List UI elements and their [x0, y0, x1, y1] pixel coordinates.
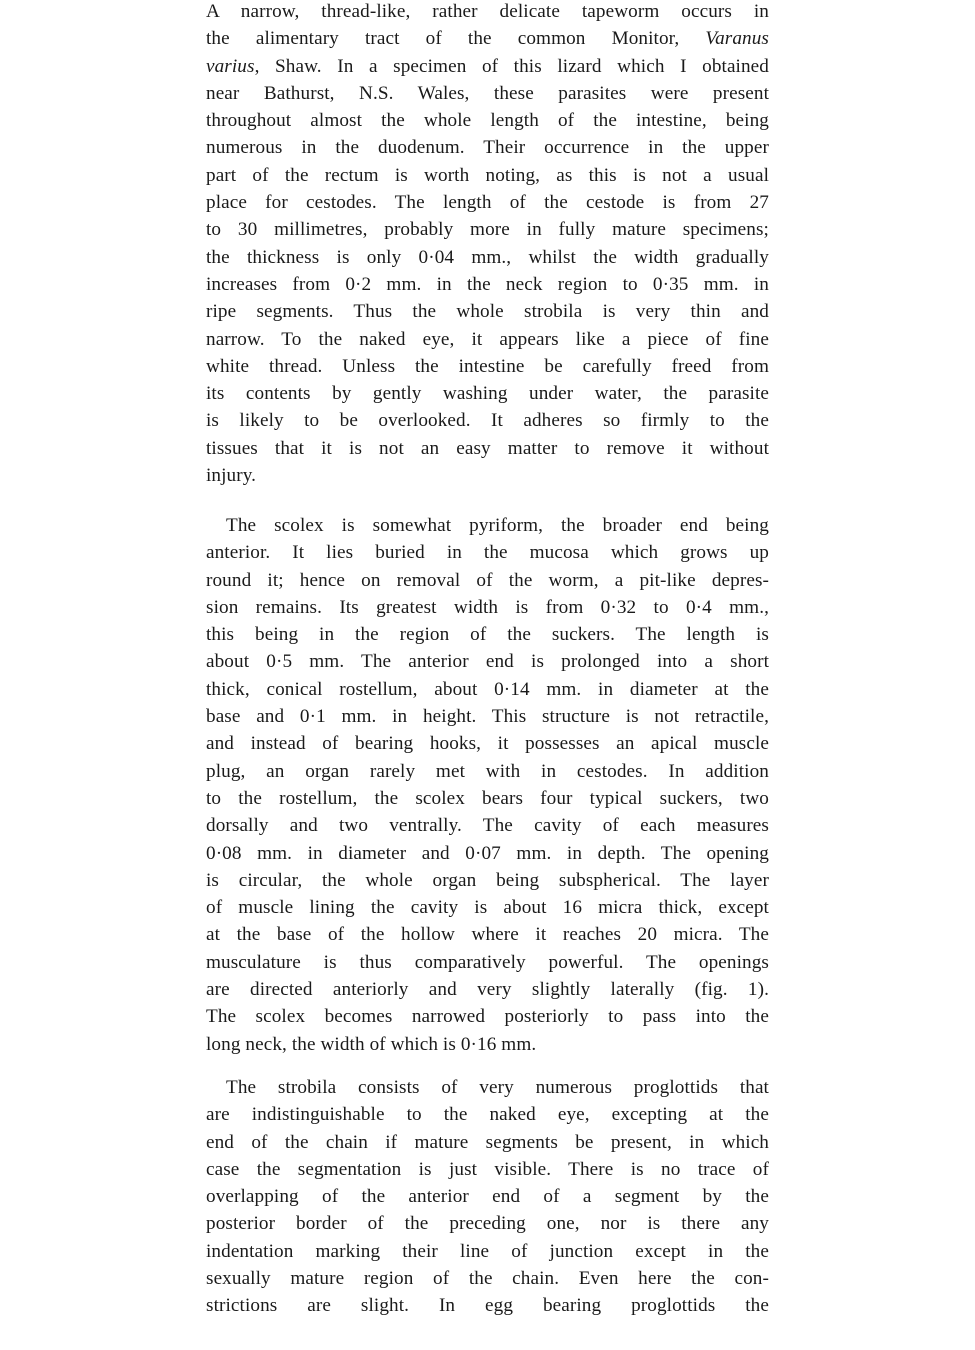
text-line: The strobila consists of very numerous proglottids that: [226, 1077, 769, 1098]
text-line: are indistinguishable to the naked eye, excepting at the: [206, 1104, 769, 1126]
paragraph-strobila: [206, 1074, 769, 1320]
text-line: numerous in the duodenum. Their occurrence in the upper: [206, 137, 769, 159]
text-line: posterior border of the preceding one, nor is there any: [206, 1213, 769, 1235]
text-line: The scolex becomes narrowed posteriorly to pass into the: [206, 1006, 769, 1028]
text-line-species-name: the alimentary tract of the common Monitor, Varanus: [206, 28, 769, 50]
text-line: of muscle lining the cavity is about 16 micra thick, except: [206, 897, 769, 919]
text-line: to the rostellum, the scolex bears four typical suckers, two: [206, 787, 769, 809]
text-line: base and 0·1 mm. in height. This structure is not retractile,: [206, 706, 769, 728]
text-line: sexually mature region of the chain. Even here the con-: [206, 1268, 769, 1290]
text-line: musculature is thus comparatively powerful. The openings: [206, 951, 769, 973]
text-line: its contents by gently washing under water, the parasite: [206, 383, 769, 405]
text-line: case the segmentation is just visible. There is no trace of: [206, 1158, 769, 1180]
text-line: this being in the region of the suckers. The length is: [206, 624, 769, 646]
paragraph-intro: [206, 0, 769, 489]
text-line: tissues that it is not an easy matter to remove it without: [206, 437, 769, 459]
text-line: are directed anteriorly and very slightly laterally (fig. 1).: [206, 979, 769, 1001]
text-line: dorsally and two ventrally. The cavity of each measures: [206, 815, 769, 837]
text-line: strictions are slight. In egg bearing proglottids the: [206, 1295, 769, 1317]
text-line: part of the rectum is worth noting, as this is not a usual: [206, 164, 769, 186]
text-line: anterior. It lies buried in the mucosa which grows up: [206, 542, 769, 564]
text-line: long neck, the width of which is 0·16 mm.: [206, 1033, 537, 1055]
text-line-species-name: varius, Shaw. In a specimen of this lizard which I obtained: [206, 55, 769, 77]
italic-species-name: Varanus: [705, 28, 769, 50]
text-line: is likely to be overlooked. It adheres so firmly to the: [206, 410, 769, 432]
text-line: place for cestodes. The length of the cestode is from 27: [206, 192, 769, 214]
text-line: indentation marking their line of junction except in the: [206, 1240, 769, 1262]
text-line: overlapping of the anterior end of a segment by the: [206, 1186, 769, 1208]
text-line: ripe segments. Thus the whole strobila is very thin and: [206, 301, 769, 323]
text-line: the thickness is only 0·04 mm., whilst the width gradually: [206, 246, 769, 268]
text-line: increases from 0·2 mm. in the neck region to 0·35 mm. in: [206, 273, 769, 295]
text-line: thick, conical rostellum, about 0·14 mm. in diameter at the: [206, 678, 769, 700]
text-line: round it; hence on removal of the worm, a pit-like depres-: [206, 569, 769, 591]
italic-species-name: varius: [206, 55, 255, 77]
text-line: plug, an organ rarely met with in cestodes. In addition: [206, 760, 769, 782]
text-line: at the base of the hollow where it reaches 20 micra. The: [206, 924, 769, 946]
text-line: white thread. Unless the intestine be carefully freed from: [206, 355, 769, 377]
paragraph-scolex: [206, 512, 769, 1058]
text-line: near Bathurst, N.S. Wales, these parasites were present: [206, 82, 769, 104]
text-line: end of the chain if mature segments be present, in which: [206, 1131, 769, 1153]
text-line: to 30 millimetres, probably more in fully mature specimens;: [206, 219, 769, 241]
text-line: is circular, the whole organ being subspherical. The layer: [206, 869, 769, 891]
text-line: A narrow, thread-like, rather delicate tapeworm occurs in: [206, 1, 769, 22]
text-line: sion remains. Its greatest width is from 0·32 to 0·4 mm.,: [206, 596, 769, 618]
text-line: throughout almost the whole length of the intestine, being: [206, 110, 769, 132]
text-line: The scolex is somewhat pyriform, the broader end being: [226, 515, 769, 536]
text-line: about 0·5 mm. The anterior end is prolonged into a short: [206, 651, 769, 673]
text-line: 0·08 mm. in diameter and 0·07 mm. in depth. The opening: [206, 842, 769, 864]
text-line: narrow. To the naked eye, it appears like a piece of fine: [206, 328, 769, 350]
text-line: and instead of bearing hooks, it possesses an apical muscle: [206, 733, 769, 755]
text-line: injury.: [206, 465, 257, 487]
